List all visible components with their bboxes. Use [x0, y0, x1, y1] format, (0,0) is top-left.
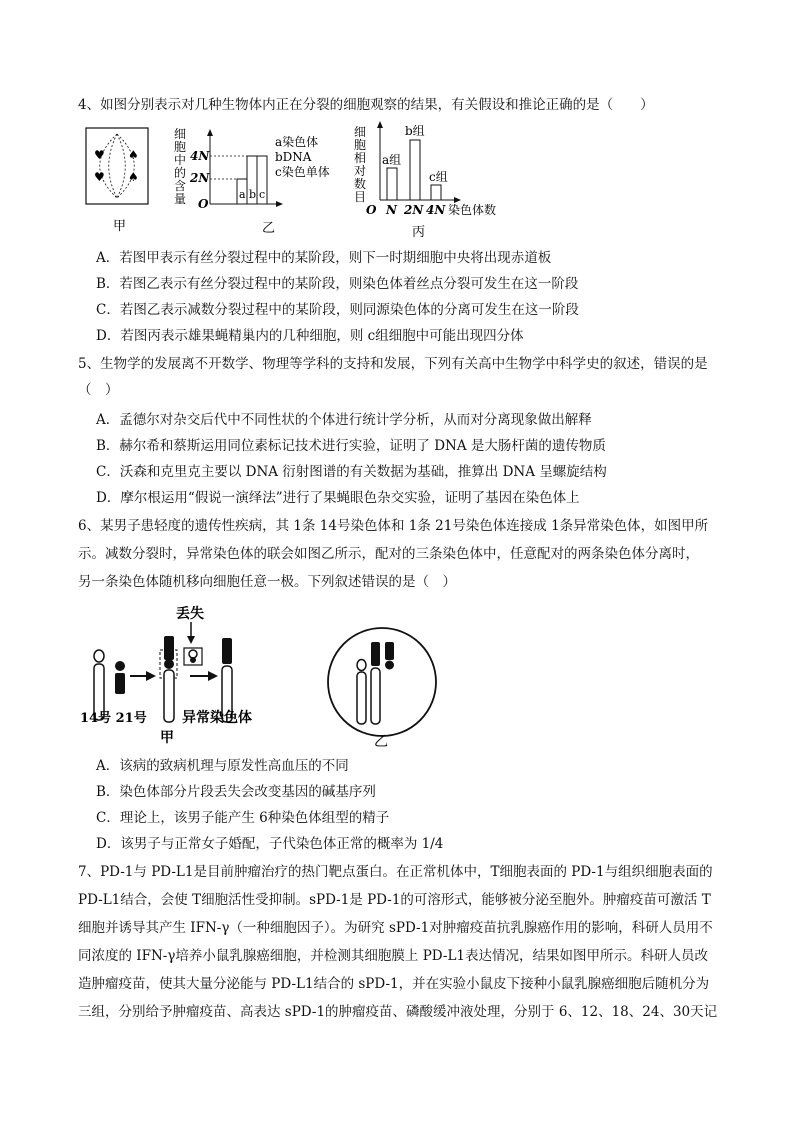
q7-line5: 造肿瘤疫苗，使其大量分泌能与 PD-L1结合的 sPD-1，并在实验小鼠皮下接种小鼠乳腺癌细胞后随机分为 — [78, 976, 710, 992]
q5-stem-paren: （ ） — [78, 382, 119, 398]
svg-text:中: 中 — [174, 153, 187, 167]
q4-figure-jia — [84, 126, 154, 238]
q7-line1: 7、PD-1与 PD-L1是目前肿瘤治疗的热门靶点蛋白。在正常机体中，T细胞表面的 PD-1与组织细胞表面的 — [78, 864, 713, 880]
caption-bing: 丙 — [412, 225, 426, 240]
bar-group-c — [431, 185, 441, 200]
q6-option-d[interactable]: D．该男子与正常女子婚配，子代染色体正常的概率为 1/4 — [96, 836, 444, 852]
svg-text:细: 细 — [174, 127, 187, 141]
q5-option-d[interactable]: D．摩尔根运用“假说一演绎法”进行了果蝇眼色杂交实验，证明了基因在染色体上 — [96, 490, 580, 506]
svg-text:♥: ♥ — [94, 148, 105, 162]
caption-yi: 乙 — [262, 221, 276, 236]
svg-text:对: 对 — [354, 164, 367, 178]
q5-option-a[interactable]: A．孟德尔对杂交后代中不同性状的个体进行统计学分析，从而对分离现象做出解释 — [96, 412, 592, 428]
bar-group-label-b: b组 — [405, 124, 425, 138]
q4-stem: 4、如图分别表示对几种生物体内正在分裂的细胞观察的结果，有关假设和推论正确的是（ ） — [78, 97, 654, 113]
bar-label-c: c — [259, 188, 266, 201]
q6-option-c[interactable]: C．理论上，该男子能产生 6种染色体组型的精子 — [96, 810, 390, 826]
label-14-21: 14号 21号 — [80, 711, 147, 726]
svg-text:细: 细 — [354, 125, 367, 139]
bar-label-b: b — [249, 188, 257, 201]
cell-frame — [86, 128, 148, 204]
q4-option-b[interactable]: B．若图乙表示有丝分裂过程中的某阶段，则染色体着丝点分裂可发生在这一阶段 — [96, 276, 579, 292]
q6-stem-line2: 示。减数分裂时，异常染色体的联会如图乙所示，配对的三条染色体中，任意配对的两条染色体分离时， — [78, 546, 699, 562]
q6-figure-jia — [78, 604, 278, 746]
q6-option-b[interactable]: B．染色体部分片段丢失会改变基因的碱基序列 — [96, 784, 376, 800]
tick-o: O — [198, 197, 209, 211]
svg-text:含: 含 — [174, 179, 187, 193]
svg-text:量: 量 — [174, 192, 187, 206]
q4-figure-bing — [352, 120, 512, 242]
bar-group-label-c: c组 — [429, 170, 448, 184]
svg-text:胞: 胞 — [354, 138, 367, 152]
q6-figure-yi — [324, 624, 444, 748]
q4-option-d[interactable]: D．若图丙表示雄果蝇精巢内的几种细胞，则 c组细胞中可能出现四分体 — [96, 328, 524, 344]
xtick-n: N — [386, 203, 397, 217]
q4-option-c[interactable]: C．若图乙表示减数分裂过程中的某阶段，则同源染色体的分离可发生在这一阶段 — [96, 302, 579, 318]
q4-option-a[interactable]: A．若图甲表示有丝分裂过程中的某阶段，则下一时期细胞中央将出现赤道板 — [96, 250, 552, 266]
q7-line6: 三组，分别给予肿瘤疫苗、高表达 sPD-1的肿瘤疫苗、磷酸缓冲液处理，分别于 6、12、18、24、30天记 — [78, 1004, 718, 1020]
legend-c: c染色单体 — [275, 165, 330, 179]
svg-text:相: 相 — [354, 151, 367, 165]
tick-2n: 2N — [190, 171, 210, 185]
svg-text:♥: ♥ — [94, 170, 105, 184]
q6-stem-line3: 另一条染色体随机移向细胞任意一极。下列叙述错误的是（ ） — [78, 574, 456, 590]
svg-text:的: 的 — [174, 166, 187, 180]
q4-figure-yi — [170, 126, 350, 240]
q6-option-a[interactable]: A．该病的致病机理与原发性高血压的不同 — [96, 758, 349, 774]
svg-text:数: 数 — [354, 177, 367, 191]
svg-text:♠: ♠ — [128, 170, 139, 184]
svg-text:目: 目 — [354, 190, 367, 204]
legend-b: bDNA — [275, 150, 312, 164]
svg-text:胞: 胞 — [174, 140, 187, 154]
caption-jia: 甲 — [113, 219, 127, 234]
abnormal-label: 异常染色体 — [182, 710, 252, 726]
q7-line4: 同浓度的 IFN-γ培养小鼠乳腺癌细胞，并检测其细胞膜上 PD-L1表达情况，结果如图甲所示。科研人员改 — [78, 948, 708, 964]
legend-a: a染色体 — [275, 135, 319, 149]
lost-label: 丢失 — [176, 606, 204, 622]
bar-group-label-a: a组 — [382, 153, 402, 167]
tick-4n: 4N — [190, 149, 210, 163]
q5-option-b[interactable]: B．赫尔希和蔡斯运用同位素标记技术进行实验，证明了 DNA 是大肠杆菌的遗传物质 — [96, 438, 606, 454]
q5-stem: 5、生物学的发展离不开数学、物理等学科的支持和发展，下列有关高中生物学中科学史的叙述，错误的是 — [78, 356, 708, 372]
q7-line2: PD-L1结合，会使 T细胞活性受抑制。sPD-1是 PD-1的可溶形式，能够被分泌至胞外。肿瘤疫苗可激活 T — [78, 892, 711, 908]
xlabel: 染色体数 — [448, 203, 497, 217]
svg-text:♠: ♠ — [128, 148, 139, 162]
q7-line3: 细胞并诱导其产生 IFN-γ（一种细胞因子）。为研究 sPD-1对肿瘤疫苗抗乳腺癌作用的影响，科研人员用不 — [78, 920, 713, 936]
caption-jia-q6: 甲 — [160, 730, 174, 746]
bar-group-b — [410, 140, 420, 200]
bar-group-a — [387, 168, 397, 200]
q5-option-c[interactable]: C．沃森和克里克主要以 DNA 衍射图谱的有关数据为基础，推算出 DNA 呈螺旋结构 — [96, 464, 607, 480]
xtick-2n: 2N — [404, 203, 424, 217]
caption-yi-q6: 乙 — [374, 734, 388, 748]
xtick-o: O — [366, 203, 377, 217]
bar-label-a: a — [239, 188, 246, 201]
xtick-4n: 4N — [426, 203, 446, 217]
q6-stem-line1: 6、某男子患轻度的遗传性疾病，其 1条 14号染色体和 1条 21号染色体连接成 1条异常染色体，如图甲所 — [78, 518, 709, 534]
